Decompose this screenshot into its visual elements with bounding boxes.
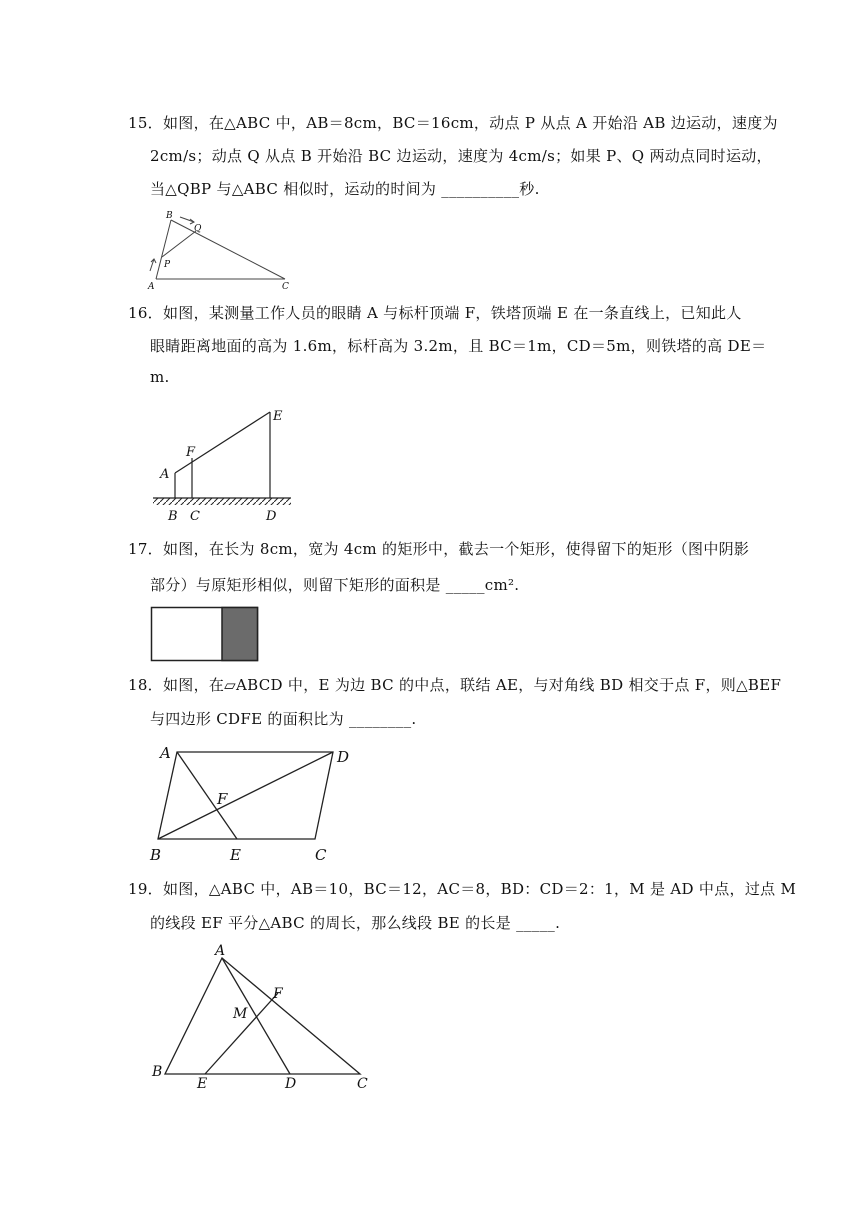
q15-label-q: Q [194,224,202,234]
q19-label-c: C [357,1076,368,1092]
q19-label-d: D [285,1076,297,1092]
q19-label-b: B [152,1064,163,1080]
q16-label-a: A [160,467,170,482]
q18-label-a: A [160,744,171,762]
q16-label-e: E [273,409,283,424]
q15-side-bc [171,220,285,279]
q18-label-f: F [217,790,228,808]
q15-label-p: P [164,260,171,270]
q15-side-ab [156,220,171,279]
q17-rectangle-figure [150,606,262,664]
q15-arrow-b [180,217,194,222]
q16-label-b: B [168,509,178,524]
q18-segment-ae [177,752,237,839]
q17-line-1: 17．如图，在长为 8cm，宽为 4cm 的矩形中，截去一个矩形，使得留下的矩形（图中阴影 [128,540,750,558]
q18-line-1: 18．如图，在▱ABCD 中，E 为边 BC 的中点，联结 AE，与对角线 BD 相交于点 F，则△BEF [128,676,782,694]
q15-triangle-figure [140,205,300,295]
q19-triangle-figure [145,938,375,1094]
q15-label-c: C [282,282,289,292]
q16-line-3: m. [150,368,170,386]
q16-label-d: D [266,509,277,524]
q15-line-3: 当△QBP 与△ABC 相似时，运动的时间为 __________秒. [150,180,540,198]
q16-label-c: C [190,509,200,524]
q15-line-2: 2cm/s；动点 Q 从点 B 开始沿 BC 边运动，速度为 4cm/s；如果 P、Q 两动点同时运动， [150,147,772,165]
q17-shaded-rectangle [222,608,258,661]
q15-line-1: 15．如图，在△ABC 中，AB＝8cm，BC＝16cm，动点 P 从点 A 开始沿 AB 边运动，速度为 [128,114,778,132]
q19-label-e: E [197,1076,208,1092]
q16-sight-line [175,412,270,473]
q18-label-e: E [230,846,241,864]
q18-line-2: 与四边形 CDFE 的面积比为 ________. [150,710,417,728]
q16-line-2: 眼睛距离地面的高为 1.6m，标杆高为 3.2m，且 BC＝1m，CD＝5m，则铁塔的高 DE＝ [150,337,767,355]
q19-label-a: A [215,943,226,959]
q19-line-1: 19．如图，△ABC 中，AB＝10，BC＝12，AC＝8，BD：CD＝2：1，M 是 AD 中点，过点 M [128,880,797,898]
q19-triangle-abc [165,958,360,1074]
q18-label-d: D [337,748,350,766]
q18-label-c: C [315,846,327,864]
q18-label-b: B [150,846,162,864]
q18-parallelogram-figure [145,738,365,866]
q15-label-b: B [166,211,173,221]
q16-ground-hatch [153,498,291,505]
q16-tower-figure [148,400,308,525]
q15-label-a: A [148,282,155,292]
q19-label-f: F [273,986,283,1002]
q17-line-2: 部分）与原矩形相似，则留下矩形的面积是 _____cm². [150,576,520,594]
q19-line-2: 的线段 EF 平分△ABC 的周长，那么线段 BE 的长是 _____. [150,914,561,932]
q16-line-1: 16．如图，某测量工作人员的眼睛 A 与标杆顶端 F，铁塔顶端 E 在一条直线上，已知此人 [128,304,742,322]
q18-diagonal-bd [158,752,333,839]
q16-label-f: F [186,445,196,460]
q19-label-m: M [233,1006,248,1022]
